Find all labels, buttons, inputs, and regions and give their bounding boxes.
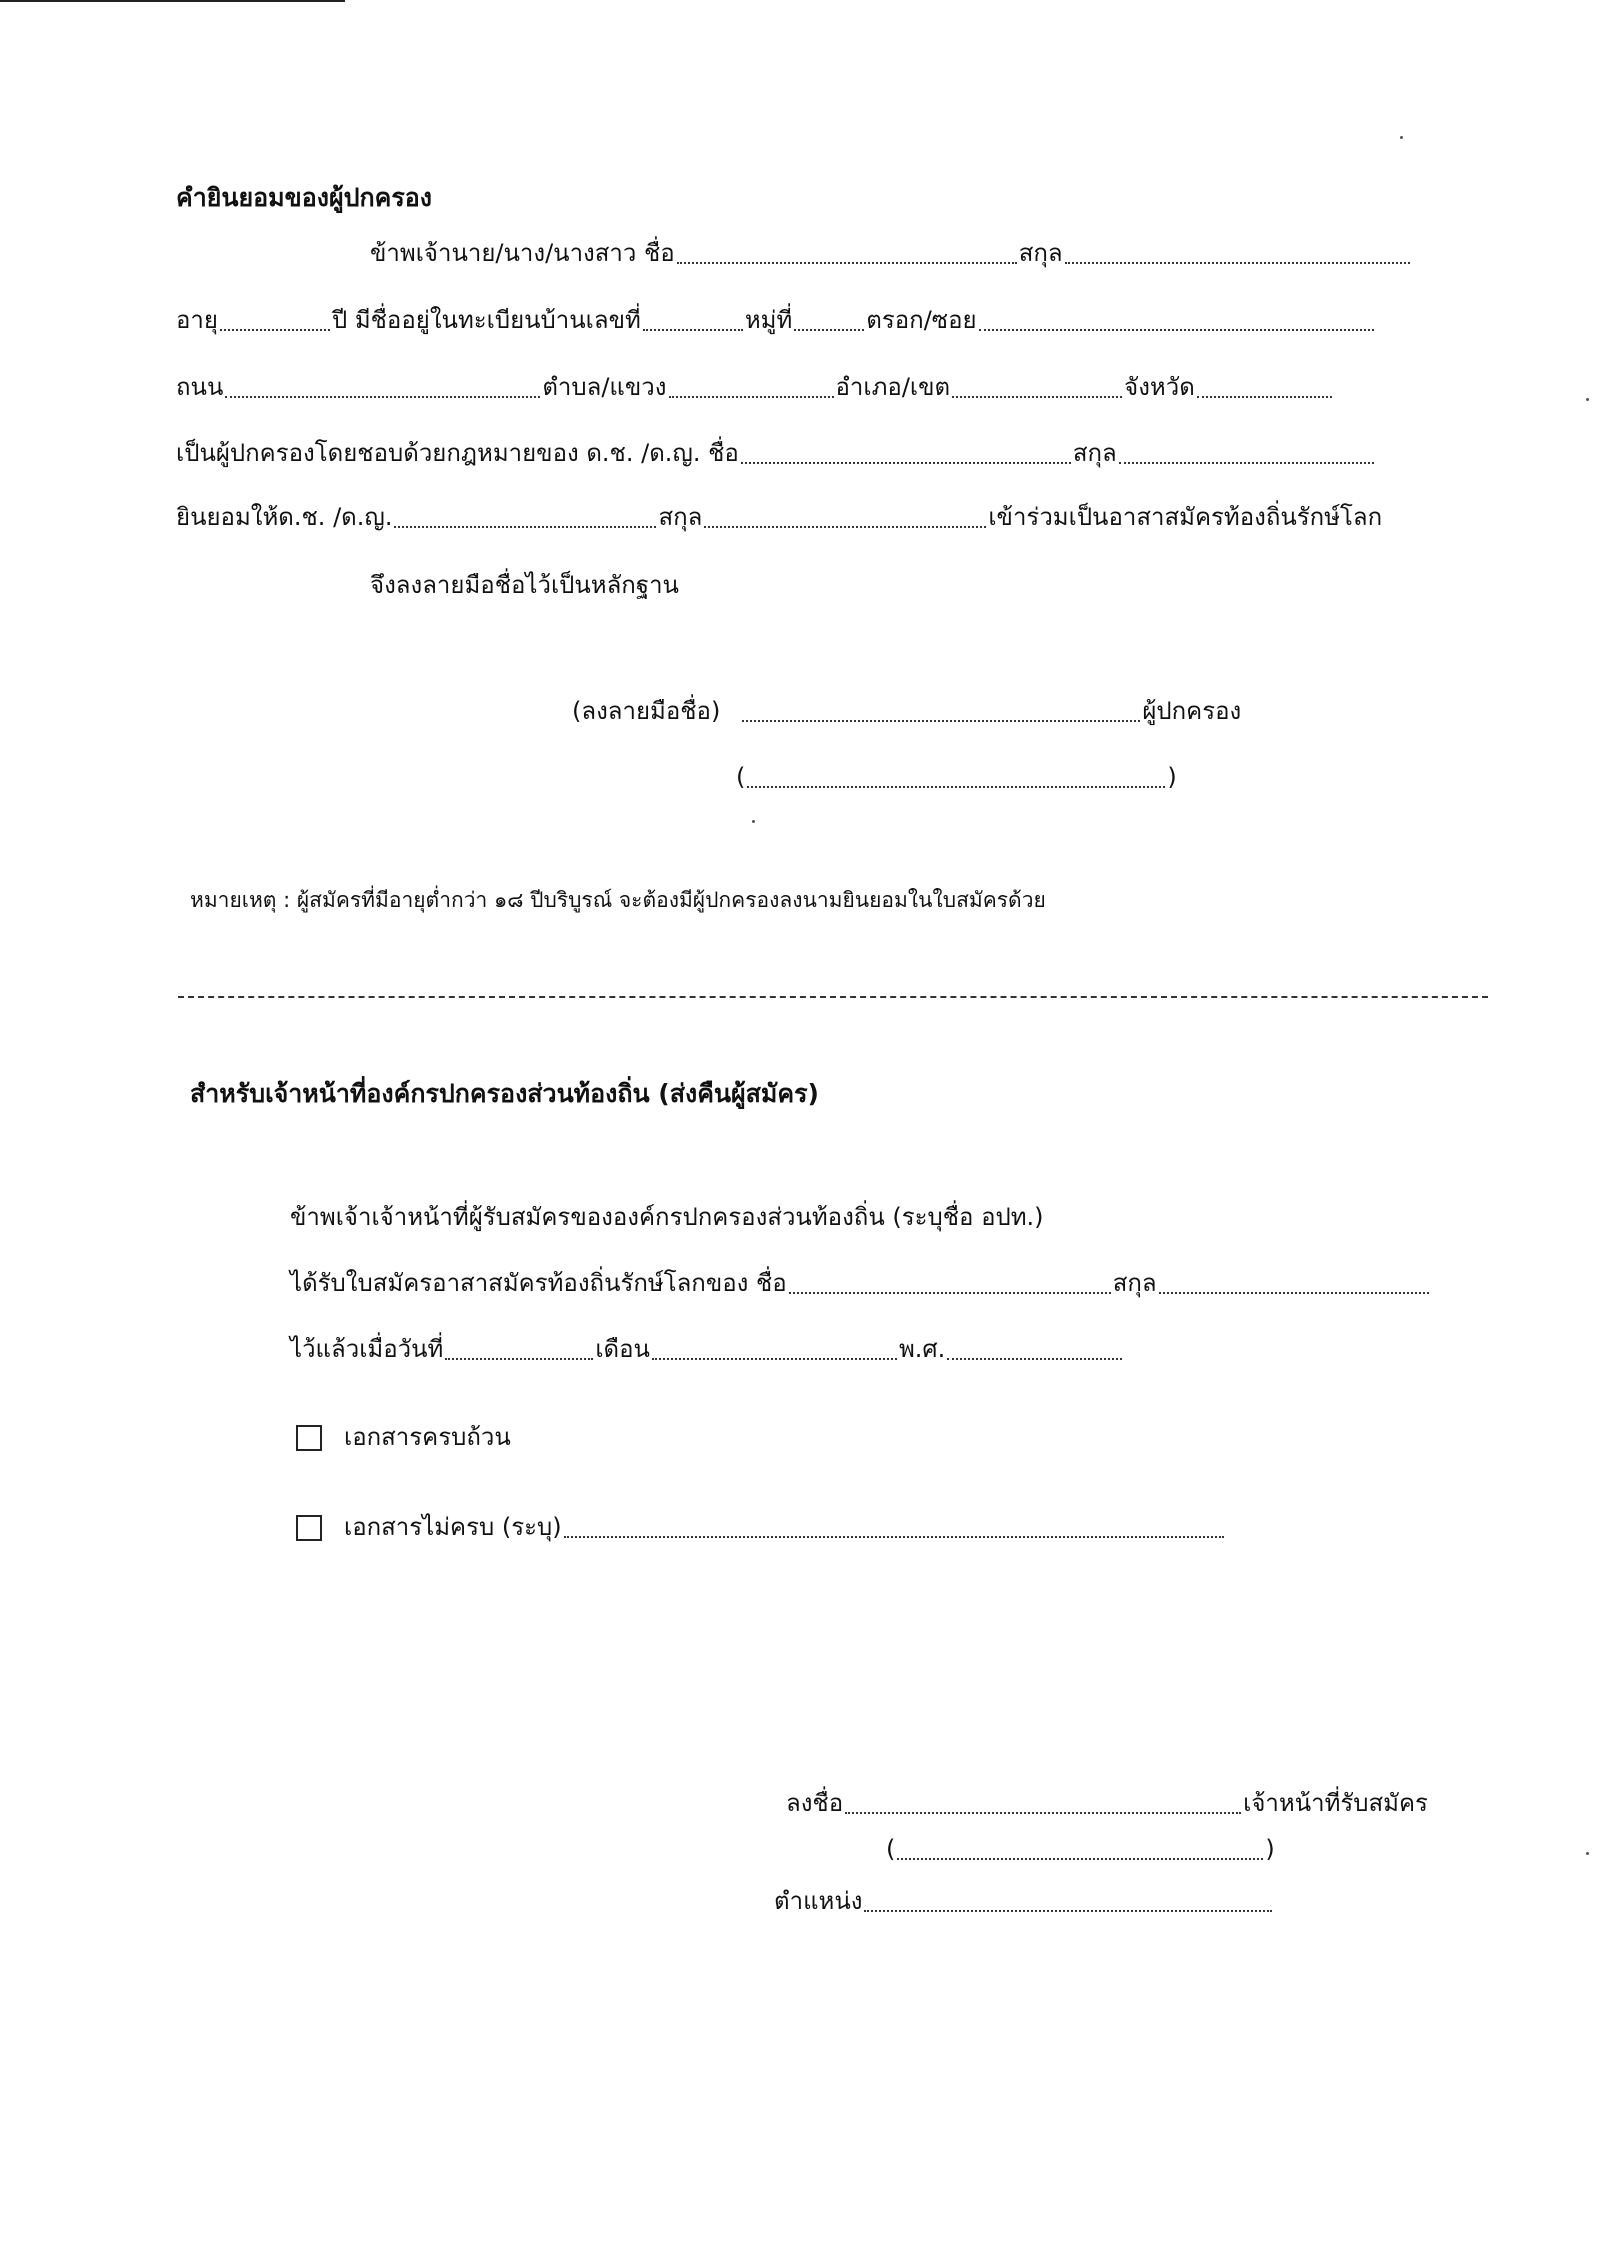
applicant-surname-field[interactable] [1159, 1292, 1429, 1294]
soi-field[interactable] [979, 329, 1374, 331]
day-field[interactable] [445, 1358, 593, 1360]
open-paren: ( [736, 763, 746, 791]
close-paren: ) [1167, 763, 1177, 791]
open-paren: ( [886, 1835, 896, 1863]
road-label: ถนน [176, 373, 224, 401]
position-label: ตำแหน่ง [774, 1887, 863, 1915]
signature-label: (ลงลายมือชื่อ) [572, 697, 721, 725]
consent-line-evidence [370, 568, 679, 602]
guardian-surname-field[interactable] [1065, 262, 1410, 264]
consent-heading: คำยินยอมของผู้ปกครอง [176, 183, 432, 212]
age-field[interactable] [220, 329, 330, 331]
applicant-surname-label: สกุล [1112, 1269, 1157, 1297]
allow-surname-label: สกุล [658, 503, 703, 531]
guardian-role-label: ผู้ปกครอง [1142, 697, 1242, 725]
house-registration-label: ปี มีชื่ออยู่ในทะเบียนบ้านเลขที่ [331, 306, 641, 334]
checkbox-incomplete-row [296, 1510, 1226, 1544]
official-sign-label: ลงชื่อ [786, 1789, 844, 1817]
surname-label: สกุล [1018, 239, 1063, 267]
scan-speck [1586, 1852, 1589, 1855]
documents-complete-label: เอกสารครบถ้วน [344, 1423, 511, 1451]
guardian-firstname-field[interactable] [677, 262, 1017, 264]
scan-speck [1400, 136, 1403, 139]
consent-line-address1 [176, 303, 1376, 337]
official-line-intro [290, 1200, 1044, 1234]
official-role-label: เจ้าหน้าที่รับสมัคร [1243, 1789, 1428, 1817]
date-label: ไว้แล้วเมื่อวันที่ [290, 1335, 444, 1363]
scan-edge-line [0, 0, 345, 2]
month-label: เดือน [595, 1335, 650, 1363]
documents-complete-checkbox[interactable] [296, 1425, 322, 1451]
month-field[interactable] [652, 1358, 897, 1360]
soi-label: ตรอก/ซอย [866, 306, 977, 334]
guardian-signature-field[interactable] [742, 720, 1140, 722]
documents-incomplete-checkbox[interactable] [296, 1515, 322, 1541]
allow-child-name-field[interactable] [394, 526, 656, 528]
official-printed-name-field[interactable] [897, 1858, 1263, 1860]
year-field[interactable] [947, 1358, 1122, 1360]
consent-line-allow [176, 500, 1382, 534]
official-line-received [290, 1266, 1431, 1300]
consent-line-address2 [176, 370, 1334, 404]
guardian-signature-line [572, 694, 1241, 728]
name-prefix-label: ข้าพเจ้านาย/นาง/นางสาว ชื่อ [370, 239, 675, 267]
close-paren: ) [1265, 1835, 1275, 1863]
received-label: ได้รับใบสมัครอาสาสมัครท้องถิ่นรักษ์โลกของ ชื่อ [290, 1269, 787, 1297]
year-label: พ.ศ. [898, 1335, 946, 1363]
scan-speck [752, 820, 755, 823]
official-position-field[interactable] [864, 1910, 1272, 1912]
tambon-label: ตำบล/แขวง [542, 373, 667, 401]
official-position-line [774, 1884, 1274, 1918]
applicant-name-field[interactable] [789, 1292, 1111, 1294]
official-intro-text: ข้าพเจ้าเจ้าหน้าที่ผู้รับสมัครขององค์กรปกครองส่วนท้องถิ่น (ระบุชื่อ อปท.) [290, 1203, 1044, 1231]
official-signature-field[interactable] [845, 1812, 1241, 1814]
province-field[interactable] [1197, 396, 1332, 398]
amphoe-label: อำเภอ/เขต [835, 373, 951, 401]
checkbox-complete-row [296, 1420, 511, 1454]
incomplete-details-field[interactable] [564, 1536, 1224, 1538]
house-number-field[interactable] [643, 329, 743, 331]
allow-child-surname-field[interactable] [704, 526, 986, 528]
consent-line-child [176, 436, 1376, 470]
official-heading: สำหรับเจ้าหน้าที่องค์กรปกครองส่วนท้องถิ่น (ส่งคืนผู้สมัคร) [190, 1079, 819, 1108]
guardian-of-label: เป็นผู้ปกครองโดยชอบด้วยกฎหมายของ ด.ช. /ด.ญ. ชื่อ [176, 439, 739, 467]
moo-label: หมู่ที่ [744, 306, 793, 334]
amphoe-field[interactable] [952, 396, 1122, 398]
official-line-date [290, 1332, 1124, 1366]
note-text: หมายเหตุ : ผู้สมัครที่มีอายุต่ำกว่า ๑๘ ปีบริบูรณ์ จะต้องมีผู้ปกครองลงนามยินยอมในใบสมัครด้วย [190, 888, 1046, 912]
scan-speck [1586, 398, 1589, 401]
tambon-field[interactable] [669, 396, 834, 398]
road-field[interactable] [225, 396, 540, 398]
child-surname-field[interactable] [1119, 462, 1374, 464]
allow-label: ยินยอมให้ด.ช. /ด.ญ. [176, 503, 393, 531]
moo-field[interactable] [794, 329, 864, 331]
province-label: จังหวัด [1124, 373, 1195, 401]
join-volunteer-label: เข้าร่วมเป็นอาสาสมัครท้องถิ่นรักษ์โลก [988, 503, 1383, 531]
official-signature-line [786, 1786, 1428, 1820]
child-firstname-field[interactable] [741, 462, 1071, 464]
guardian-printed-name-field[interactable] [747, 786, 1165, 788]
child-surname-label: สกุล [1072, 439, 1117, 467]
official-printed-name-line [886, 1832, 1275, 1866]
documents-incomplete-label: เอกสารไม่ครบ (ระบุ) [344, 1513, 562, 1541]
evidence-text: จึงลงลายมือชื่อไว้เป็นหลักฐาน [370, 571, 679, 599]
guardian-printed-name-line [736, 760, 1177, 794]
section-divider [178, 996, 1488, 998]
age-label: อายุ [176, 306, 218, 334]
consent-line-name [370, 236, 1412, 270]
